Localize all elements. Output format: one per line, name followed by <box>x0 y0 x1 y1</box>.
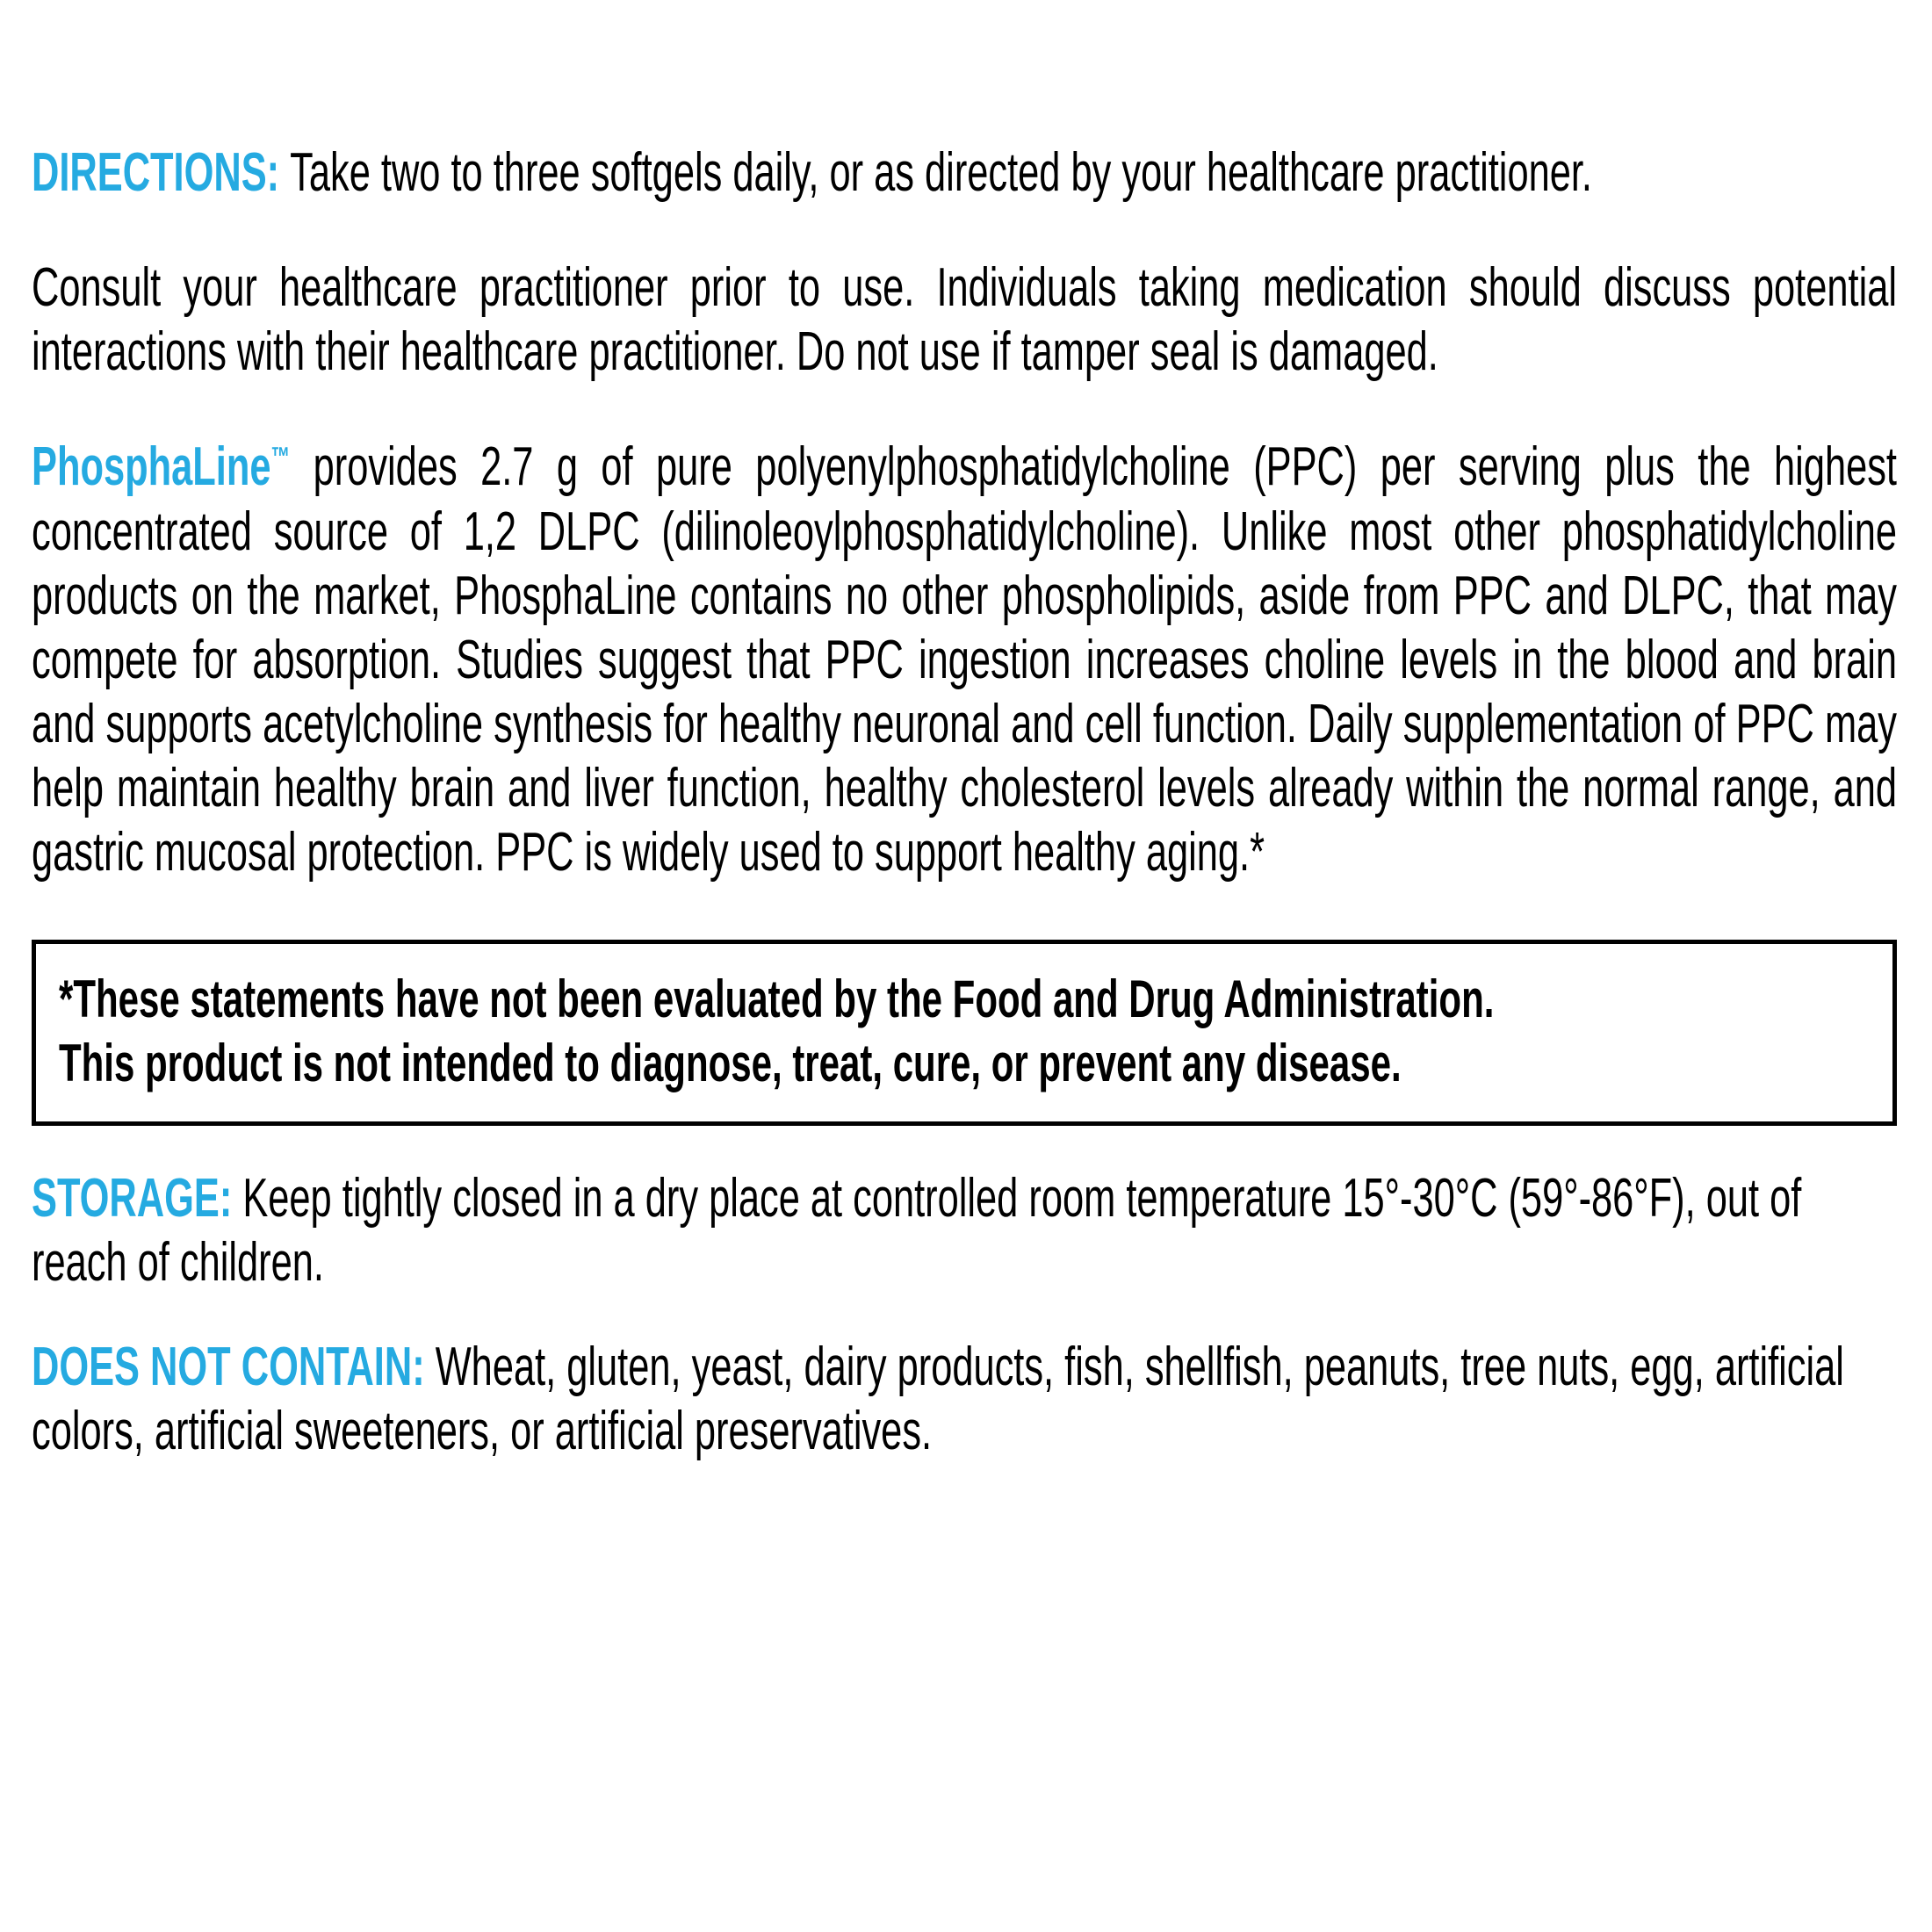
fda-disclaimer-line-2-wrap <box>59 1031 1870 1095</box>
directions-body: Take two to three softgels daily, or as directed by your healthcare practitioner. <box>290 142 1592 203</box>
spacer-storage-dnc <box>32 1294 1897 1335</box>
brand-name: PhosphaLine <box>32 436 271 498</box>
storage-section <box>32 1166 1897 1294</box>
dnc-body-spacer <box>425 1337 436 1397</box>
fda-disclaimer-line-2: This product is not intended to diagnose, treat, cure, or prevent any disease. <box>59 1033 1402 1092</box>
warning-section <box>32 256 1897 384</box>
does-not-contain-body: Wheat, gluten, yeast, dairy products, fish, shellfish, peanuts, tree nuts, egg, artificial colors, artificial sweeteners, or artificial preservatives. <box>32 1337 1844 1462</box>
description-body: provides 2.7 g of pure polyenylphosphatidylcholine (PPC) per serving plus the highest concentrated source of 1,2 DLPC (dilinoleoylphosphatidylcholine). Unlike most other phosphatidylcholine products on the market, PhosphaLine contains no other phospholipids, aside from PPC and DLPC, that may compete for absorption. Studies suggest that PPC ingestion increases choline levels in the blood and brain and supports acetylcholine synthesis for healthy neuronal and cell function. Daily supplementation of PPC may help maintain healthy brain and liver function, healthy cholesterol levels already within the normal range, and gastric mucosal protection. PPC is widely used to support healthy aging.* <box>32 436 1897 883</box>
spacer-description-disclaimer <box>32 885 1897 940</box>
spacer-warning-description <box>32 384 1897 435</box>
product-description-section <box>32 435 1897 884</box>
directions-heading: DIRECTIONS: <box>32 142 280 203</box>
spacer-disclaimer-storage <box>32 1126 1897 1166</box>
directions-body-spacer <box>279 142 290 203</box>
does-not-contain-heading: DOES NOT CONTAIN: <box>32 1337 425 1398</box>
warning-body: Consult your healthcare practitioner prior to use. Individuals taking medication should discuss potential interactions with their healthcare practitioner. Do not use if tamper seal is damaged. <box>32 257 1897 383</box>
fda-disclaimer-line-1: *These statements have not been evaluated by the Food and Drug Administration. <box>59 969 1495 1028</box>
trademark-symbol: ™ <box>270 441 291 472</box>
spacer-directions-warning <box>32 205 1897 256</box>
directions-section <box>32 141 1897 205</box>
storage-body: Keep tightly closed in a dry place at controlled room temperature 15°-30°C (59°-86°F), out of reach of children. <box>32 1167 1802 1294</box>
storage-heading: STORAGE: <box>32 1167 233 1229</box>
fda-disclaimer-box <box>32 940 1897 1126</box>
storage-body-spacer <box>232 1168 242 1229</box>
does-not-contain-section <box>32 1335 1897 1463</box>
fda-disclaimer-line-1-wrap <box>59 967 1870 1031</box>
